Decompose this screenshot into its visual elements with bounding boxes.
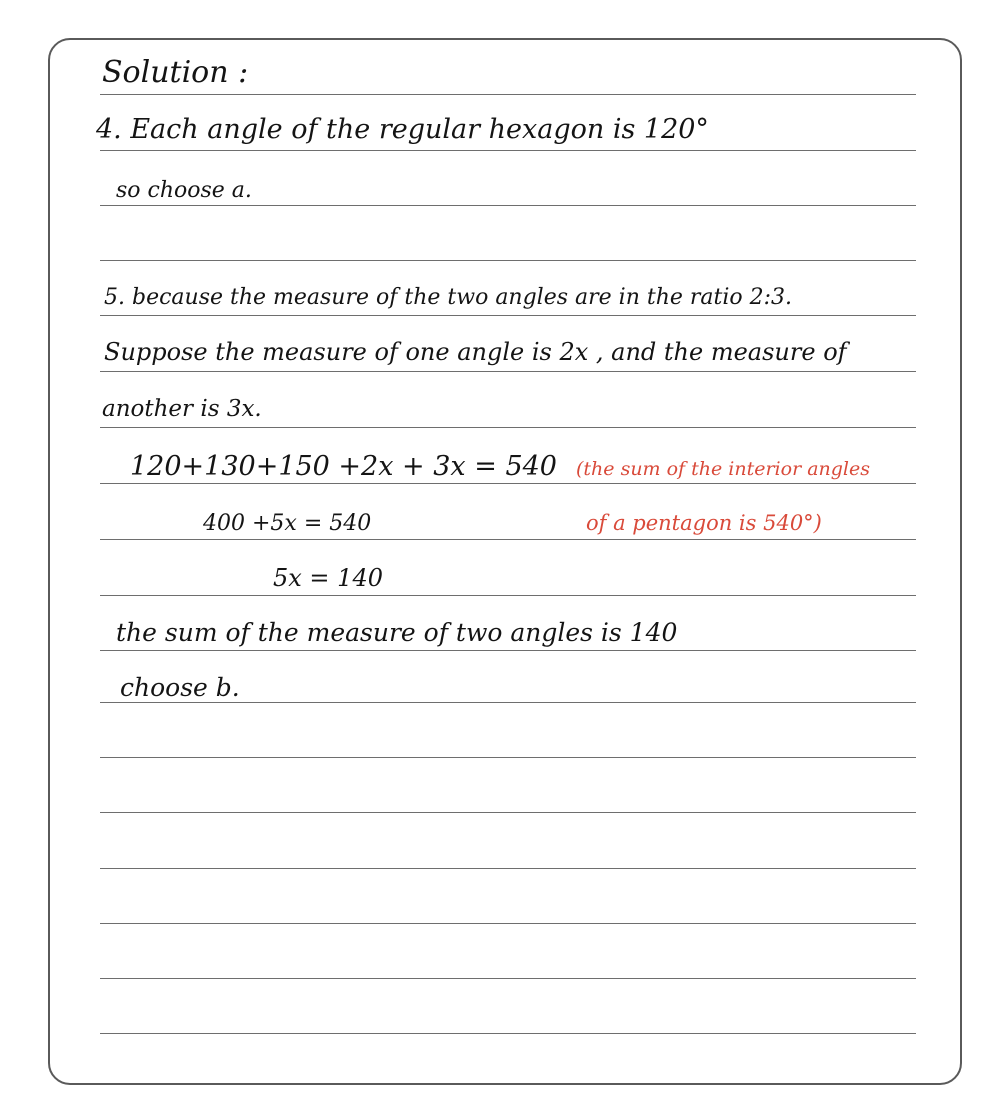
ruled-line	[100, 650, 916, 651]
ruled-line	[100, 315, 916, 316]
side-note-line1: (the sum of the interior angles	[576, 458, 870, 480]
conclusion: the sum of the measure of two angles is 140	[116, 618, 678, 647]
ruled-line	[100, 260, 916, 261]
problem5-supposition: Suppose the measure of one angle is 2x , and the measure of	[104, 338, 847, 366]
ruled-line	[100, 94, 916, 95]
ruled-line	[100, 205, 916, 206]
ruled-line	[100, 702, 916, 703]
final-answer: choose b.	[120, 673, 240, 702]
ruled-line	[100, 757, 916, 758]
ruled-line	[100, 812, 916, 813]
ruled-line	[100, 1033, 916, 1034]
problem5-statement: 5. because the measure of the two angles are in the ratio 2:3.	[104, 285, 793, 310]
problem5-supposition-cont: another is 3x.	[102, 396, 262, 422]
ruled-line	[100, 978, 916, 979]
problem4-answer: so choose a.	[116, 178, 252, 203]
side-note-line2: of a pentagon is 540°)	[586, 511, 822, 535]
ruled-line	[100, 868, 916, 869]
ruled-line	[100, 595, 916, 596]
ruled-line	[100, 427, 916, 428]
problem4-statement: 4. Each angle of the regular hexagon is 120°	[96, 114, 709, 145]
ruled-line	[100, 371, 916, 372]
equation-2: 400 +5x = 540	[203, 511, 372, 536]
equation-1: 120+130+150 +2x + 3x = 540	[130, 451, 557, 482]
page-title: Solution :	[102, 55, 249, 90]
equation-3: 5x = 140	[273, 564, 383, 592]
ruled-line	[100, 483, 916, 484]
ruled-line	[100, 539, 916, 540]
ruled-line	[100, 150, 916, 151]
ruled-line	[100, 923, 916, 924]
